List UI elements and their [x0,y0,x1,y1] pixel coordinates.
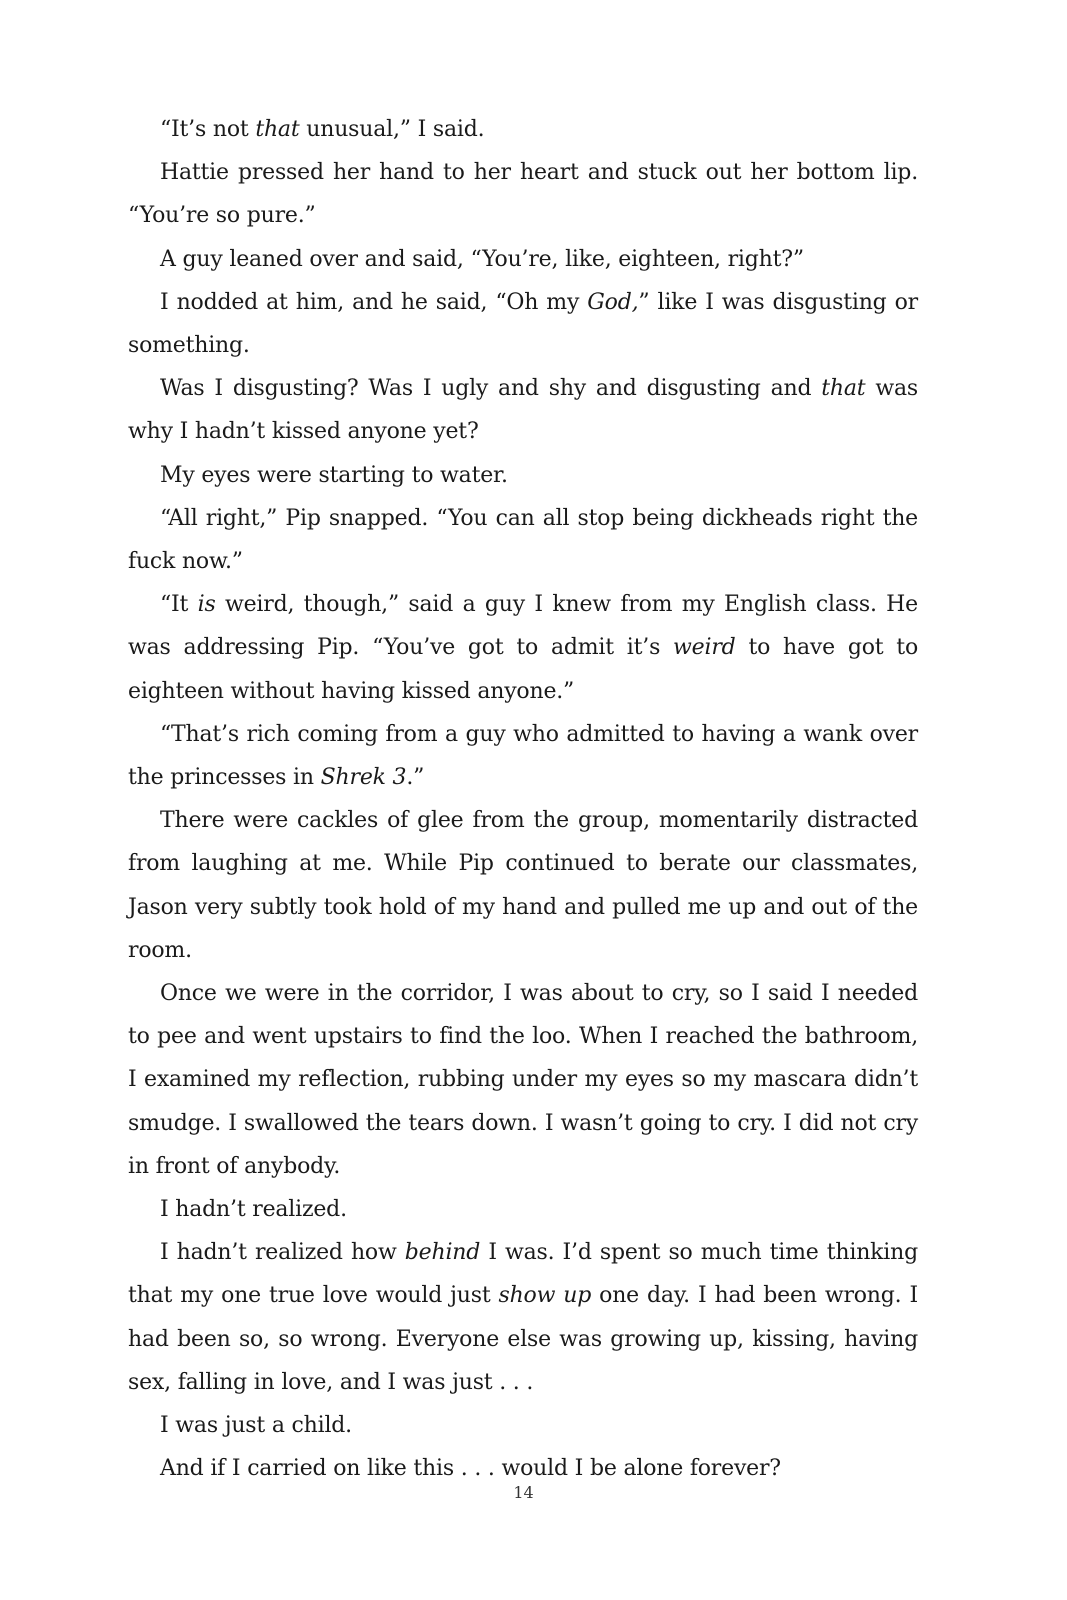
italic-text: that [821,376,866,402]
page-number: 14 [513,1483,534,1502]
text-run: ” like I was disgusting or something. [128,289,918,359]
paragraph [128,151,918,237]
text-run: “It [160,592,198,618]
italic-text: is [197,592,216,618]
paragraph [128,1188,918,1231]
italic-text: weird [673,635,736,661]
text-run: was why I hadn’t kissed anyone yet? [128,376,919,445]
text-run: weird, though,” said a guy I knew from my English class. He was addressing Pip. “You’ve got to admit it’s [128,592,918,661]
text-run: “All right,” Pip snapped. “You can all stop being dickheads right the fuck now.” [128,505,918,575]
text-run: one day. I had been wrong. I had been so, so wrong. Everyone else was growing up, kissing, having sex, falling in love, and I was just . . . [128,1283,918,1395]
paragraph [128,799,918,972]
paragraph [128,1404,918,1447]
text-run: Hattie pressed her hand to her heart and stuck out her bottom lip. “You’re so pure.” [128,160,918,229]
paragraph [128,238,918,281]
text-run: .” [406,765,425,791]
italic-text: show up [498,1283,592,1309]
paragraph [128,497,918,583]
text-run: Was I disgusting? Was I ugly and shy and disgusting and [160,376,822,402]
italic-text: Shrek 3 [320,765,407,791]
text-run: My eyes were starting to water. [160,462,508,488]
text-run: I hadn’t realized how [160,1240,405,1266]
text-run: There were cackles of glee from the group, momentarily distracted from laughing at me. While Pip continued to berate our classmates, Jason very subtly took hold of my hand and pulled me up and out of the room. [128,808,918,963]
text-run: “It’s not [160,117,256,142]
text-run: I was. I’d spent so much time thinking that my one true love would just [128,1240,918,1309]
text-run: I was just a child. [160,1413,352,1439]
italic-text: God, [587,289,639,315]
italic-text: that [255,117,300,142]
text-run: “That’s rich coming from a guy who admitted to having a wank over the princesses in [128,721,918,791]
text-run: I hadn’t realized. [160,1197,347,1223]
paragraph [128,108,918,151]
paragraph [128,583,918,713]
text-run: to have got to eighteen without having kissed anyone.” [128,635,918,704]
paragraph [128,713,918,799]
text-run: Once we were in the corridor, I was about to cry, so I said I needed to pee and went upstairs to find the loo. When I reached the bathroom, I examined my reflection, rubbing under my eyes so my mascara didn’t smudge. I swallowed the tears down. I wasn’t going to cry. I did not cry in front of anybody. [128,981,918,1179]
paragraph [128,972,918,1188]
page-body [128,108,918,1491]
text-run: I nodded at him, and he said, “Oh my [160,289,588,315]
paragraph [128,454,918,497]
paragraph [128,281,918,367]
text-run: unusual,” I said. [299,117,485,142]
paragraph [128,1231,918,1404]
italic-text: behind [404,1240,481,1266]
text-run: A guy leaned over and said, “You’re, like, eighteen, right?” [160,246,804,272]
paragraph [128,367,918,453]
text-run: And if I carried on like this . . . would I be alone forever? [160,1456,781,1482]
